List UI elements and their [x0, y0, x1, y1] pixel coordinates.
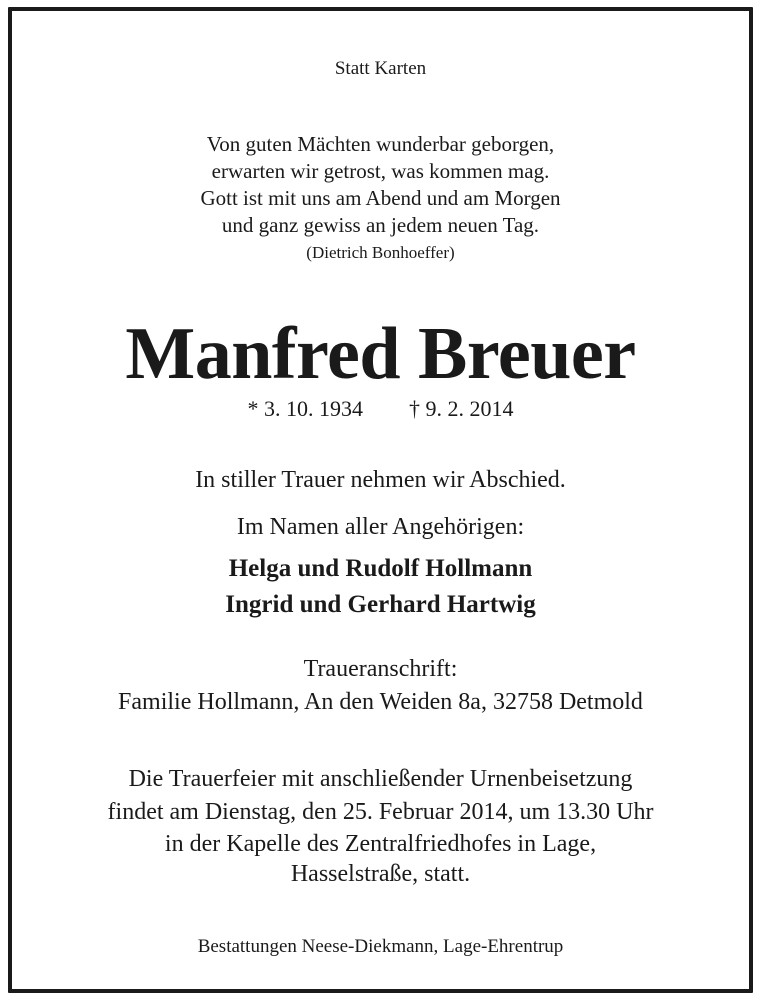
- statt-karten-label: Statt Karten: [334, 58, 427, 79]
- family-name-2: Ingrid und Gerhard Hartwig: [225, 591, 536, 618]
- death-date: † 9. 2. 2014: [409, 396, 514, 421]
- ceremony-line-4: Hasselstraße, statt.: [290, 861, 471, 887]
- birth-date: * 3. 10. 1934: [247, 396, 363, 421]
- ceremony-line-2: findet am Dienstag, den 25. Februar 2014, um 13.30 Uhr: [107, 799, 654, 825]
- family-intro: Im Namen aller Angehörigen:: [236, 514, 525, 540]
- ceremony-line-1: Die Trauerfeier mit anschließender Urnenbeisetzung: [128, 766, 633, 792]
- quote-source: (Dietrich Bonhoeffer): [306, 243, 455, 262]
- quote-line-2: erwarten wir getrost, was kommen mag.: [211, 159, 550, 183]
- address-value: Familie Hollmann, An den Weiden 8a, 32758 Detmold: [118, 689, 643, 715]
- undertaker-footer: Bestattungen Neese-Diekmann, Lage-Ehrentrup: [197, 936, 564, 957]
- life-dates: [8, 398, 753, 420]
- quote-line-4: und ganz gewiss an jedem neuen Tag.: [221, 213, 540, 237]
- deceased-name: Manfred Breuer: [125, 313, 636, 395]
- quote-line-1: Von guten Mächten wunderbar geborgen,: [206, 132, 555, 156]
- address-label: Traueranschrift:: [303, 656, 458, 682]
- farewell-text: In stiller Trauer nehmen wir Abschied.: [195, 467, 566, 493]
- ceremony-line-3: in der Kapelle des Zentralfriedhofes in Lage,: [164, 831, 597, 857]
- quote-line-3: Gott ist mit uns am Abend und am Morgen: [200, 186, 561, 210]
- family-name-1: Helga und Rudolf Hollmann: [228, 555, 533, 582]
